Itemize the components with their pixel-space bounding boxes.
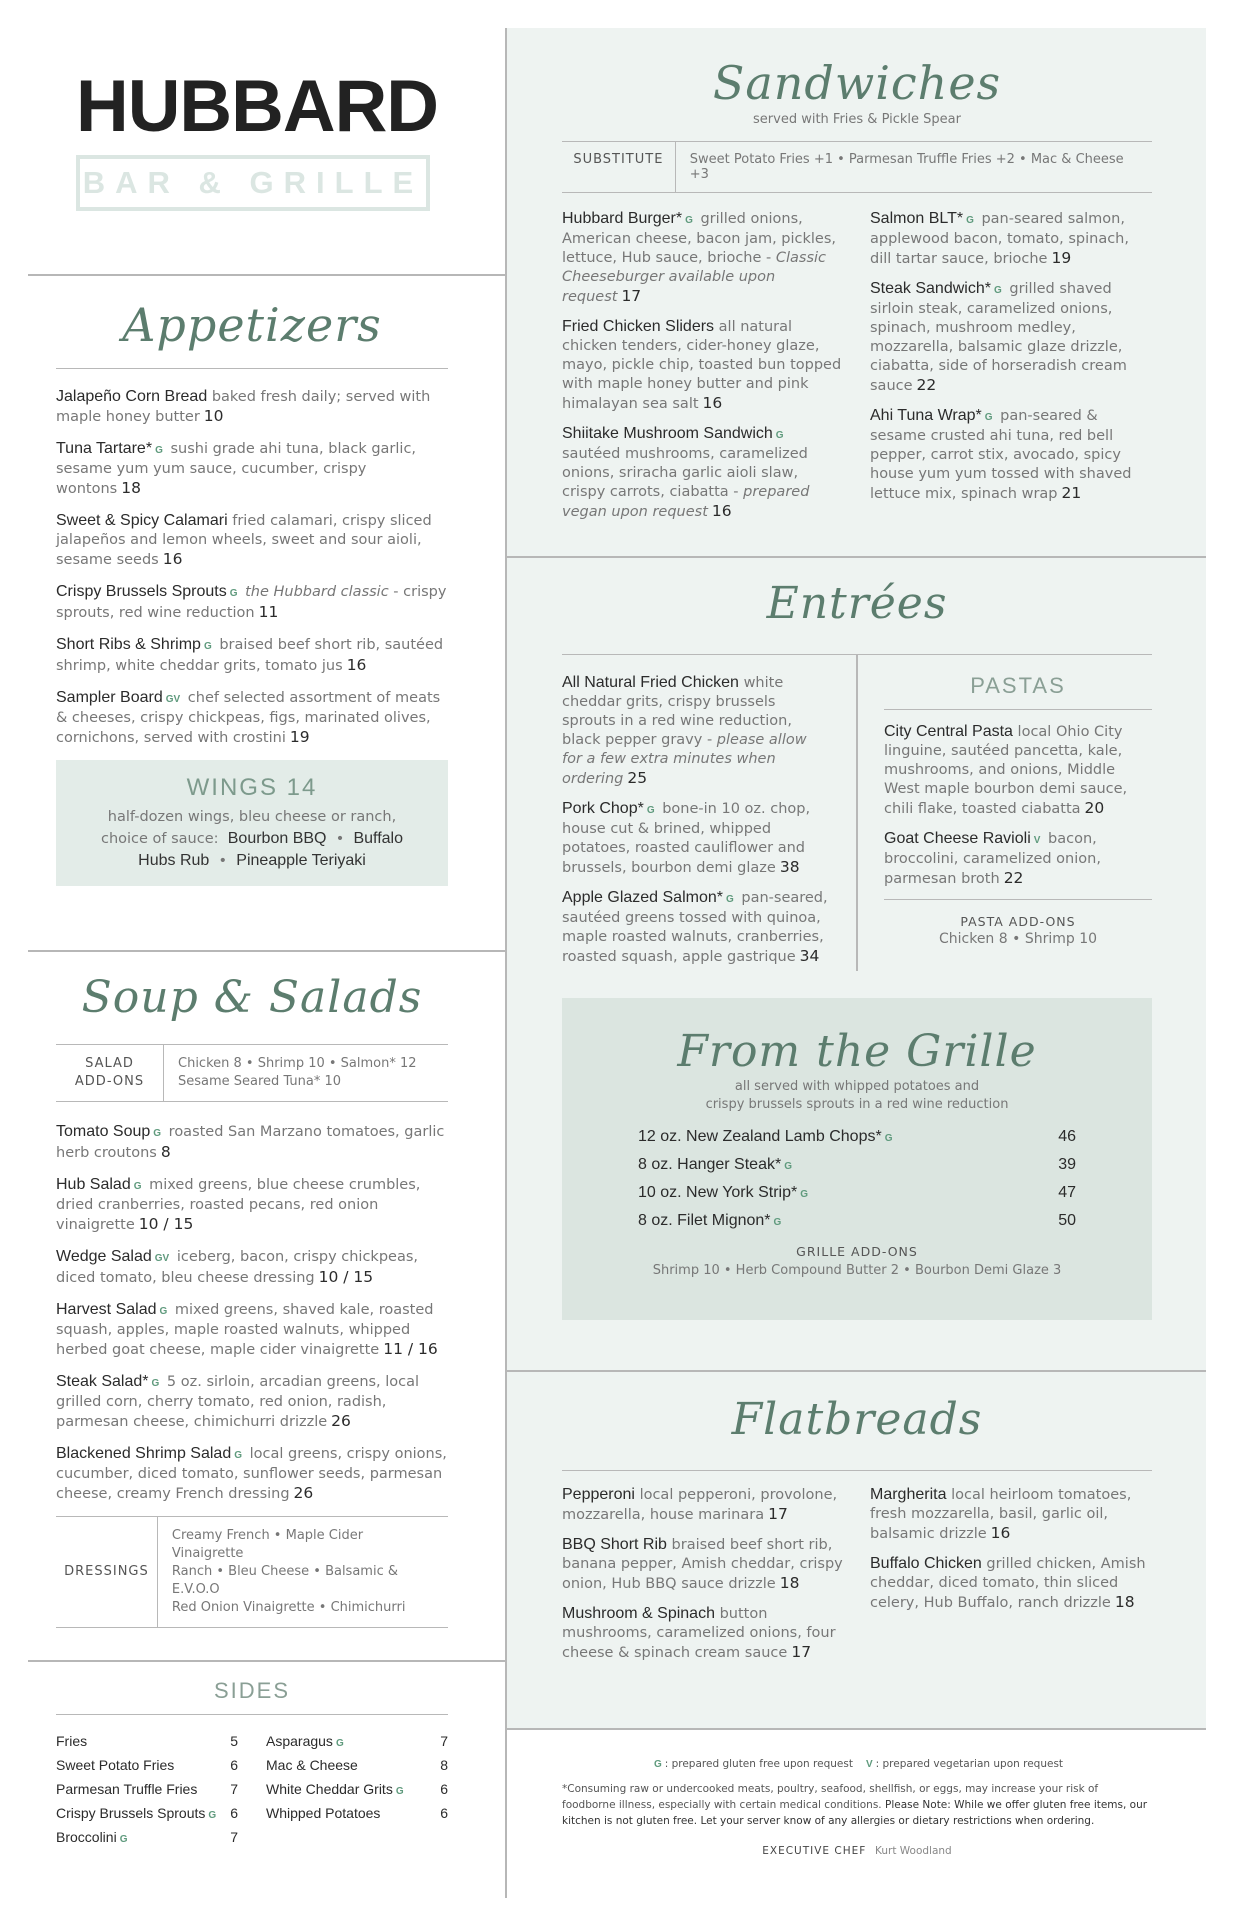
dietary-tag: G <box>685 215 693 226</box>
addon-label: SALAD <box>85 1056 134 1071</box>
grille-price: 50 <box>1058 1212 1076 1229</box>
item-price: 11 / 16 <box>383 1340 438 1358</box>
item-name: Tuna Tartare* <box>56 440 153 457</box>
sandwiches-section <box>562 56 1152 532</box>
item-desc-italic: Classic Cheeseburger available upon request <box>562 250 827 305</box>
item-name: Harvest Salad <box>56 1301 157 1318</box>
menu-item <box>562 1485 844 1525</box>
item-desc: grilled chicken, Amish cheddar, diced tomato, thin sliced celery, Hub Buffalo, ranch drizzle <box>870 1556 1146 1611</box>
pastas-title: PASTAS <box>970 673 1066 698</box>
side-price: 7 <box>440 1733 448 1749</box>
item-name: Steak Salad* <box>56 1373 149 1390</box>
chef-label: EXECUTIVE CHEF <box>762 1845 867 1857</box>
menu-item <box>56 1175 448 1235</box>
item-name: Buffalo Chicken <box>870 1555 982 1572</box>
flatbreads-title: Flatbreads <box>731 1394 983 1445</box>
dressing-line: Ranch • Bleu Cheese • Balsamic & E.V.O.O <box>171 1564 398 1597</box>
wings-choice: choice of sauce: <box>100 831 219 847</box>
grille-price: 39 <box>1058 1156 1076 1173</box>
item-desc: bone-in 10 oz. chop, house cut & brined, whipped potatoes, roasted cauliflower and brussels, bourbon demi glaze <box>562 801 811 876</box>
logo-sub: BAR & GRILLE <box>76 155 430 211</box>
sauce-item: Bourbon BBQ <box>227 830 327 847</box>
menu-item <box>870 279 1152 396</box>
divider <box>506 556 1206 558</box>
item-price: 10 <box>203 407 224 425</box>
sides-title: SIDES <box>213 1678 291 1703</box>
substitute-label: SUBSTITUTE <box>562 142 676 192</box>
item-desc: all natural chicken tenders, cider-honey glaze, mayo, pickle chip, toasted bun topped with maple honey butter and pink himalayan sea salt <box>562 319 842 412</box>
grille-item <box>638 1184 1076 1202</box>
item-desc: bacon, broccolini, caramelized onion, parmesan broth <box>884 831 1101 887</box>
dietary-tag: G <box>725 894 734 905</box>
side-item <box>266 1781 448 1797</box>
grille-subtitle: crispy brussels sprouts in a red wine reduction <box>705 1097 1009 1112</box>
grille-box <box>562 998 1152 1320</box>
menu-item <box>884 722 1152 819</box>
item-desc: braised beef short rib, sautéed shrimp, white cheddar grits, tomato jus <box>56 637 444 674</box>
menu-item <box>562 209 844 307</box>
side-item <box>266 1733 448 1749</box>
footer <box>562 1756 1152 1859</box>
dressings-label: DRESSINGS <box>56 1517 158 1627</box>
dietary-tag: G <box>775 430 784 441</box>
item-name: Short Ribs & Shrimp <box>56 636 201 653</box>
menu-item <box>56 1372 448 1432</box>
item-name: Wedge Salad <box>56 1248 152 1265</box>
menu-item <box>56 582 448 623</box>
sandwiches-subtitle: served with Fries & Pickle Spear <box>753 112 961 127</box>
dietary-tag: G <box>884 1133 893 1144</box>
side-name: Mac & Cheese <box>266 1757 358 1773</box>
item-name: Mushroom & Spinach <box>562 1605 715 1622</box>
dressing-line: Red Onion Vinaigrette • Chimichurri <box>171 1600 406 1615</box>
item-name: Fried Chicken Sliders <box>562 318 715 335</box>
menu-item <box>562 799 830 878</box>
item-name: Margherita <box>870 1486 947 1503</box>
menu-item <box>870 1485 1152 1544</box>
grille-addons-value: Shrimp 10 • Herb Compound Butter 2 • Bourbon Demi Glaze 3 <box>652 1263 1062 1278</box>
entrees-section <box>562 578 1152 977</box>
legend-v-text: : prepared vegetarian upon request <box>875 1758 1064 1770</box>
item-name: Steak Sandwich* <box>870 280 991 297</box>
menu-item <box>884 829 1152 889</box>
dietary-tag: G <box>133 1181 142 1192</box>
divider <box>562 1470 1152 1471</box>
divider <box>56 1714 448 1715</box>
item-price: 19 <box>1051 249 1072 267</box>
dietary-tag: G <box>773 1217 782 1228</box>
item-desc: pan-seared & sesame crusted ahi tuna, red bell pepper, carrot stix, avocado, spicy house yum yum tossed with shaved lettuce mix, spinach wrap <box>870 408 1132 502</box>
item-name: Tomato Soup <box>56 1123 151 1140</box>
dietary-tag: G <box>203 641 212 652</box>
menu-item <box>56 1444 448 1504</box>
addon-line: Sesame Seared Tuna* 10 <box>178 1074 342 1089</box>
grille-name: 12 oz. New Zealand Lamb Chops* <box>638 1128 882 1145</box>
pasta-addons-label: PASTA ADD-ONS <box>960 914 1076 929</box>
divider <box>506 1728 1206 1730</box>
menu-item <box>870 406 1152 504</box>
item-price: 16 <box>702 394 723 412</box>
menu-item <box>56 688 448 748</box>
addon-label: ADD-ONS <box>74 1074 145 1089</box>
item-price: 18 <box>121 479 141 497</box>
dietary-tag: G <box>784 1161 792 1172</box>
item-name: Shiitake Mushroom Sandwich <box>562 425 773 442</box>
addon-line: Chicken 8 • Shrimp 10 • Salmon* 12 <box>178 1056 417 1071</box>
item-price: 18 <box>779 1574 800 1592</box>
flatbread-column <box>562 1485 844 1673</box>
grille-name: 8 oz. Hanger Steak* <box>638 1156 782 1173</box>
divider <box>884 899 1152 900</box>
dietary-tag: G <box>993 285 1002 296</box>
item-desc: chef selected assortment of meats & cheeses, crispy chickpeas, figs, marinated olives, cornichons, served with crostini <box>56 690 441 746</box>
dietary-tag: G <box>335 1738 344 1749</box>
pasta-list <box>884 722 1152 889</box>
divider <box>28 950 506 952</box>
entrees-title: Entrées <box>766 578 948 629</box>
dietary-tag: G <box>984 412 993 423</box>
side-price: 7 <box>230 1829 238 1845</box>
item-desc: local greens, crispy onions, cucumber, diced tomato, sunflower seeds, parmesan cheese, creamy French dressing <box>56 1446 447 1502</box>
menu-item <box>56 1247 448 1288</box>
side-price: 8 <box>440 1757 448 1773</box>
item-price: 16 <box>711 502 732 520</box>
item-price: 26 <box>331 1412 351 1430</box>
item-name: Jalapeño Corn Bread <box>56 388 208 405</box>
item-desc: fried calamari, crispy sliced jalapeños and lemon wheels, sweet and sour aioli, sesame seeds <box>56 513 432 568</box>
pastas-box <box>884 673 1152 977</box>
sandwich-column <box>870 209 1152 532</box>
item-price: 25 <box>627 769 648 787</box>
item-name: Sweet & Spicy Calamari <box>56 512 228 529</box>
item-desc: roasted San Marzano tomatoes, garlic herb croutons <box>56 1124 445 1161</box>
wings-box: WINGS 14 half-dozen wings, bleu cheese or ranch, choice of sauce: Bourbon BBQ • Buffalo Hubs Rub • Pineapple Teriyaki <box>56 760 448 886</box>
item-name: All Natural Fried Chicken <box>562 674 739 691</box>
pasta-addons-value: Chicken 8 • Shrimp 10 <box>938 931 1098 947</box>
sides-column <box>266 1733 448 1853</box>
dietary-tag: V <box>1033 835 1041 846</box>
sides-section <box>56 1678 448 1853</box>
item-desc: baked fresh daily; served with maple honey butter <box>56 389 431 425</box>
dietary-tag: G <box>208 1810 217 1821</box>
flatbread-column <box>870 1485 1152 1673</box>
item-price: 22 <box>916 376 937 394</box>
grille-item <box>638 1128 1076 1146</box>
grille-item <box>638 1212 1076 1230</box>
side-item <box>56 1805 238 1821</box>
dietary-tag: G <box>234 1450 242 1461</box>
item-price: 8 <box>160 1143 171 1161</box>
menu-item <box>56 439 448 499</box>
item-desc: pan-seared, sautéed greens tossed with quinoa, maple roasted walnuts, cranberries, roasted squash, apple gastrique <box>562 890 828 965</box>
grille-addons-label: GRILLE ADD-ONS <box>796 1244 918 1259</box>
grille-item <box>638 1156 1076 1174</box>
item-name: City Central Pasta <box>884 723 1013 740</box>
item-desc: 5 oz. sirloin, arcadian greens, local grilled corn, cherry tomato, red onion, radish, parmesan cheese, chimichurri drizzle <box>56 1374 420 1430</box>
dressings-box <box>56 1516 448 1628</box>
item-name: Goat Cheese Ravioli <box>884 830 1031 847</box>
item-price: 17 <box>768 1505 788 1523</box>
side-name: Sweet Potato Fries <box>56 1757 175 1773</box>
side-item <box>266 1757 448 1773</box>
sides-column <box>56 1733 238 1853</box>
item-price: 22 <box>1003 869 1024 887</box>
legend-g-text: : prepared gluten free upon request <box>664 1758 853 1770</box>
soups-title: Soup & Salads <box>81 972 423 1023</box>
grille-name: 10 oz. New York Strip* <box>638 1184 798 1201</box>
gluten-note: Please Note: While we offer gluten free items, our kitchen is not gluten free. Let your server know of any allergies or dietary restrictions when ordering. <box>562 1799 1148 1827</box>
grille-list <box>638 1128 1076 1230</box>
side-name: Whipped Potatoes <box>266 1805 381 1821</box>
divider <box>856 655 858 971</box>
soup-list <box>56 1122 448 1504</box>
divider <box>884 709 1152 710</box>
side-price: 7 <box>230 1781 238 1797</box>
column-divider <box>505 28 507 1898</box>
dietary-tag: G <box>395 1786 404 1797</box>
side-price: 5 <box>230 1733 238 1749</box>
item-price: 18 <box>1114 1593 1135 1611</box>
legend-v: V <box>865 1759 873 1770</box>
item-desc: - crispy sprouts, red wine reduction <box>56 584 447 621</box>
item-desc: mixed greens, blue cheese crumbles, dried cranberries, roasted pecans, red onion vinaigrette <box>56 1177 421 1233</box>
wings-title: WINGS 14 <box>186 774 318 801</box>
menu-item <box>562 1535 844 1594</box>
divider <box>56 368 448 369</box>
menu-item <box>56 387 448 427</box>
dietary-tag: G <box>229 588 238 599</box>
item-desc: local heirloom tomatoes, fresh mozzarella, basil, garlic oil, balsamic drizzle <box>870 1487 1132 1542</box>
chef-name: Kurt Woodland <box>874 1845 952 1857</box>
dietary-tag: G <box>966 215 974 226</box>
flatbreads-section <box>562 1394 1152 1673</box>
item-desc: button mushrooms, caramelized onions, four cheese & spinach cream sauce <box>562 1606 836 1661</box>
menu-item <box>870 1554 1152 1613</box>
side-item <box>56 1781 238 1797</box>
menu-item <box>562 424 844 522</box>
menu-item <box>56 1122 448 1163</box>
menu-item <box>56 635 448 676</box>
item-desc: grilled onions, American cheese, bacon jam, pickles, lettuce, Hub sauce, brioche - <box>562 211 837 266</box>
item-desc: local Ohio City linguine, sautéed pancetta, kale, mushrooms, and onions, Middle West maple bourbon demi sauce, chili flake, toasted ciabatta <box>884 724 1128 817</box>
item-price: 17 <box>621 287 642 305</box>
substitute-value: Sweet Potato Fries +1 • Parmesan Truffle Fries +2 • Mac & Cheese +3 <box>689 152 1124 182</box>
item-desc-italic: please allow for a few extra minutes when ordering <box>562 732 807 787</box>
side-name: Fries <box>56 1733 88 1749</box>
appetizer-list <box>56 387 448 748</box>
side-name: Broccolini <box>56 1829 117 1845</box>
side-name: Asparagus <box>266 1733 333 1749</box>
item-price: 16 <box>990 1524 1011 1542</box>
item-name: Hubbard Burger* <box>562 210 683 227</box>
entree-list <box>562 673 830 977</box>
item-name: Pork Chop* <box>562 800 644 817</box>
sauce-item: Hubs Rub <box>138 852 210 869</box>
item-price: 16 <box>346 656 367 674</box>
item-name: Apple Glazed Salmon* <box>562 889 723 906</box>
sandwiches-title: Sandwiches <box>712 56 1002 110</box>
item-price: 16 <box>162 550 183 568</box>
grille-price: 47 <box>1058 1184 1076 1201</box>
sauce-item: Buffalo <box>353 830 404 847</box>
wings-desc: half-dozen wings, bleu cheese or ranch, <box>107 809 397 825</box>
dietary-tag: GV <box>165 694 181 705</box>
menu-item <box>56 1300 448 1360</box>
item-price: 34 <box>799 947 820 965</box>
dietary-tag: G <box>800 1189 808 1200</box>
item-price: 26 <box>293 1484 314 1502</box>
side-item <box>56 1733 238 1749</box>
item-name: Sampler Board <box>56 689 163 706</box>
dressing-line: Creamy French • Maple Cider Vinaigrette <box>171 1528 364 1561</box>
item-desc-italic: prepared vegan upon request <box>562 484 810 520</box>
item-name: Ahi Tuna Wrap* <box>870 407 982 424</box>
side-price: 6 <box>440 1781 448 1797</box>
item-price: 38 <box>779 858 800 876</box>
grille-title: From the Grille <box>677 1026 1037 1077</box>
side-name: White Cheddar Grits <box>266 1781 393 1797</box>
item-name: Crispy Brussels Sprouts <box>56 583 227 600</box>
dietary-tag: G <box>153 1128 162 1139</box>
item-desc: braised beef short rib, banana pepper, Amish cheddar, crispy onion, Hub BBQ sauce drizzle <box>562 1537 843 1592</box>
side-name: Parmesan Truffle Fries <box>56 1781 198 1797</box>
item-name: Pepperoni <box>562 1486 635 1503</box>
item-desc: grilled shaved sirloin steak, caramelized onions, spinach, mushroom medley, mozzarella, balsamic glaze drizzle, ciabatta, side of horseradish cream sauce <box>870 281 1127 394</box>
dietary-tag: G <box>151 1378 160 1389</box>
salad-addons <box>56 1044 448 1102</box>
logo-main: HUBBARD <box>76 66 439 147</box>
divider <box>28 1660 506 1662</box>
dietary-tag: G <box>155 445 163 456</box>
item-price: 17 <box>791 1643 812 1661</box>
item-name: Blackened Shrimp Salad <box>56 1445 232 1462</box>
item-desc: sautéed mushrooms, caramelized onions, sriracha garlic aioli slaw, crispy carrots, ciabatta - <box>562 446 808 500</box>
item-desc: pan-seared salmon, applewood bacon, tomato, spinach, dill tartar sauce, brioche <box>870 211 1129 267</box>
side-price: 6 <box>230 1805 238 1821</box>
dietary-tag: G <box>646 805 655 816</box>
legend-g: G <box>653 1759 662 1770</box>
item-desc: mixed greens, shaved kale, roasted squash, apples, maple roasted walnuts, whipped herbed goat cheese, maple cider vinaigrette <box>56 1302 434 1358</box>
item-price: 20 <box>1084 799 1105 817</box>
item-desc-italic: the Hubbard classic <box>245 584 389 600</box>
item-name: Salmon BLT* <box>870 210 964 227</box>
side-name: Crispy Brussels Sprouts <box>56 1805 206 1821</box>
dietary-tag: G <box>159 1306 168 1317</box>
substitute-box <box>562 141 1152 193</box>
item-name: Hub Salad <box>56 1176 131 1193</box>
disclaimer: *Consuming raw or undercooked meats, poultry, seafood, shellfish, or eggs, may increase your risk of foodborne illness, especially with certain medical conditions. <box>562 1783 1099 1811</box>
item-price: 19 <box>289 728 310 746</box>
menu-item <box>56 511 448 570</box>
item-desc: sushi grade ahi tuna, black garlic, sesame yum yum sauce, cucumber, crispy wontons <box>56 441 417 497</box>
menu-item <box>562 317 844 414</box>
menu-item <box>562 1604 844 1663</box>
item-desc: white cheddar grits, crispy brussels sprouts in a red wine reduction, black pepper gravy - <box>562 675 792 748</box>
divider <box>28 274 506 276</box>
grille-name: 8 oz. Filet Mignon* <box>638 1212 771 1229</box>
item-name: BBQ Short Rib <box>562 1536 667 1553</box>
dietary-tag: G <box>119 1834 128 1845</box>
grille-price: 46 <box>1058 1128 1076 1145</box>
item-desc: local pepperoni, provolone, mozzarella, house marinara <box>562 1487 838 1523</box>
appetizers-section <box>56 298 448 886</box>
menu-item <box>562 673 830 789</box>
side-price: 6 <box>230 1757 238 1773</box>
side-item <box>56 1829 238 1845</box>
item-price: 21 <box>1061 484 1082 502</box>
item-price: 11 <box>258 603 279 621</box>
side-item <box>56 1757 238 1773</box>
sandwich-column <box>562 209 844 532</box>
menu-item <box>562 888 830 967</box>
divider <box>506 1370 1206 1372</box>
grille-subtitle: all served with whipped potatoes and <box>734 1079 980 1094</box>
dietary-tag: GV <box>154 1253 170 1264</box>
sauce-item: Pineapple Teriyaki <box>236 852 366 869</box>
side-item <box>266 1805 448 1821</box>
item-price: 10 / 15 <box>318 1268 374 1286</box>
logo <box>76 66 439 211</box>
soups-section <box>56 972 448 1628</box>
side-price: 6 <box>440 1805 448 1821</box>
menu-item <box>870 209 1152 269</box>
item-price: 10 / 15 <box>138 1215 194 1233</box>
appetizers-title: Appetizers <box>122 298 382 352</box>
item-desc: iceberg, bacon, crispy chickpeas, diced tomato, bleu cheese dressing <box>56 1249 419 1286</box>
